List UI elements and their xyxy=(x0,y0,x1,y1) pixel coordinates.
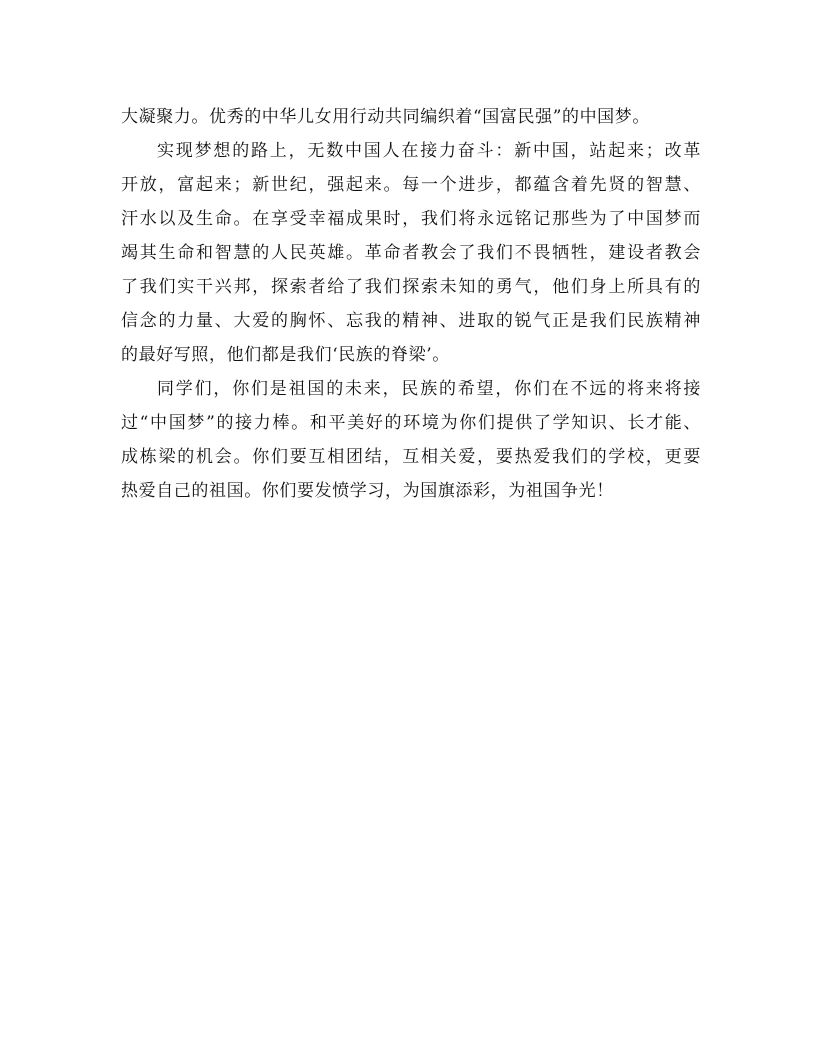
text-line: 过“中国梦”的接力棒。和平美好的环境为你们提供了学知识、长才能、 xyxy=(121,413,701,433)
text-line: 了我们实干兴邦，探索者给了我们探索未知的勇气，他们身上所具有的 xyxy=(121,277,701,297)
text-line: 热爱自己的祖国。你们要发愤学习，为国旗添彩，为祖国争光！ xyxy=(121,481,614,501)
text-line: 的最好写照，他们都是我们‘民族的脊梁’。 xyxy=(121,345,450,365)
text-line: 同学们，你们是祖国的未来，民族的希望，你们在不远的将来将接 xyxy=(157,379,701,399)
text-line: 竭其生命和智慧的人民英雄。革命者教会了我们不畏牺牲，建设者教会 xyxy=(121,243,701,263)
document-body xyxy=(121,100,701,508)
text-line: 大凝聚力。优秀的中华儿女用行动共同编织着“国富民强”的中国梦。 xyxy=(121,107,650,127)
text-line: 汗水以及生命。在享受幸福成果时，我们将永远铭记那些为了中国梦而 xyxy=(121,209,701,229)
text-line: 实现梦想的路上，无数中国人在接力奋斗：新中国，站起来；改革 xyxy=(157,141,701,161)
paragraph-3 xyxy=(121,372,701,508)
paragraph-2 xyxy=(121,134,701,372)
text-line: 开放，富起来；新世纪，强起来。每一个进步，都蕴含着先贤的智慧、 xyxy=(121,175,701,195)
text-line: 信念的力量、大爱的胸怀、忘我的精神、进取的锐气正是我们民族精神 xyxy=(121,311,701,331)
paragraph-1 xyxy=(121,100,701,134)
text-line: 成栋梁的机会。你们要互相团结，互相关爱，要热爱我们的学校，更要 xyxy=(121,447,701,467)
